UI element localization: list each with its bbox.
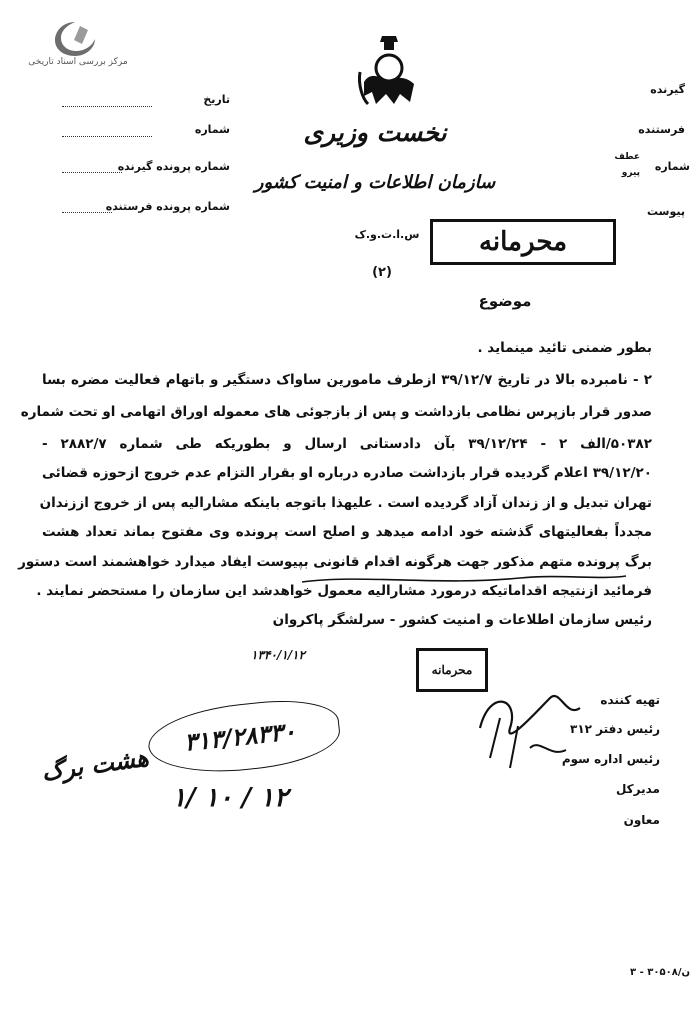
number-label-right: شماره [654,160,690,173]
office-head-label: رئیس دفتر ۳۱۲ [570,722,660,736]
body-line-7: مجدداً بفعالیتهای گذشته خود ادامه میدهد و اصلح است پرونده وی مفتوح بماند تعداد هشت [42,524,652,540]
archive-logo-icon [52,20,98,58]
recipient-file-number-line [62,172,122,173]
sender-file-number-label: شماره پرونده فرستنده [105,200,230,213]
attachment-label: پیوست [647,205,685,218]
date-label: تاریخ [203,93,230,106]
number-line-left [62,136,152,137]
handwritten-pages: هشت برگ [39,742,151,787]
recipient-file-number-label: شماره پرونده گیرنده [117,160,230,173]
deputy-label: معاون [623,813,660,827]
organization-title: سازمان اطلاعات و امنیت کشور [254,172,496,193]
confidential-stamp [430,219,616,265]
date-line [62,106,152,107]
body-line-6: تهران تبدیل و از زندان آزاد گردیده است . علیهذا باتوجه باینکه مشارالیه پس از خروج اززندان [39,495,652,511]
recipient-label: گیرنده [650,83,685,96]
confidential-stamp-text: محرمانه [478,227,568,257]
body-line-5: ۳۹/۱۲/۲۰ اعلام گردیده قرار بازداشت صادره درباره او بقرار التزام عدم خروج ازحوزه قضائی [42,465,652,481]
stamp-date: ۱۳۴۰/۱/۱۲ [251,648,305,662]
body-line-9: فرمائید ازنتیجه اقداماتیکه درمورد مشارالیه معمول خواهدشد این سازمان را مستحضر نمایند . [36,583,652,599]
closing-signature-line: رئیس سازمان اطلاعات و امنیت کشور - سرلشگر پاکروان [272,612,652,628]
body-line-2: ۲ - نامبرده بالا در تاریخ ۳۹/۱۲/۷ ازطرف مامورین ساواک دستگیر و باتهام فعالیت مضره بسا [42,372,652,388]
follow-label: پیرو [621,168,640,178]
confidential-stamp-2-text: محرمانه [431,663,473,677]
handwritten-signature [470,668,590,778]
sender-label: فرستنده [638,123,685,136]
body-line-1: بطور ضمنی تائید مینماید . [477,340,652,356]
body-line-3: صدور قرار بازپرس نظامی بازداشت و پس از بازجوئی های معموله اوراق اتهامی او تحت شماره [20,404,652,420]
classification-ref: س.ا.ت.و.ک [354,228,420,241]
page-number: (۲) [372,265,392,280]
relates-label: عطف [614,152,640,162]
sender-file-number-line [62,212,112,213]
lion-and-sun-emblem-icon [350,32,428,112]
body-line-8: برگ پرونده متهم مذکور جهت هرگونه اقدام قانونی بپیوست ایفاد میدارد خواهشمند است دستور [18,554,652,570]
number-label-left: شماره [194,123,230,136]
body-line-4: ۵۰۳۸۲/الف ۲ - ۳۹/۱۲/۲۴ بآن دادستانی ارسال و بطوریکه طی شماره ۲۸۸۲/۷ - [42,436,652,452]
handwritten-date: ۱/ ۱۰ / ۱۲ [172,783,288,813]
pen-underline-mark [300,568,630,592]
subject-label: موضوع [478,292,532,310]
department-head-label: رئیس اداره سوم [561,752,660,766]
prepared-by-label: تهیه کننده [600,693,660,707]
director-general-label: مدیرکل [615,782,660,796]
office-title: نخست وزیری [303,118,447,147]
footer-form-code: ن/۳۰۵۰۸ - ۳ [630,967,690,978]
handwritten-number: ۳۱۳/۲۸۳۳۰ [182,716,298,757]
archive-watermark-text: مرکز بررسی اسناد تاریخی [28,57,128,67]
